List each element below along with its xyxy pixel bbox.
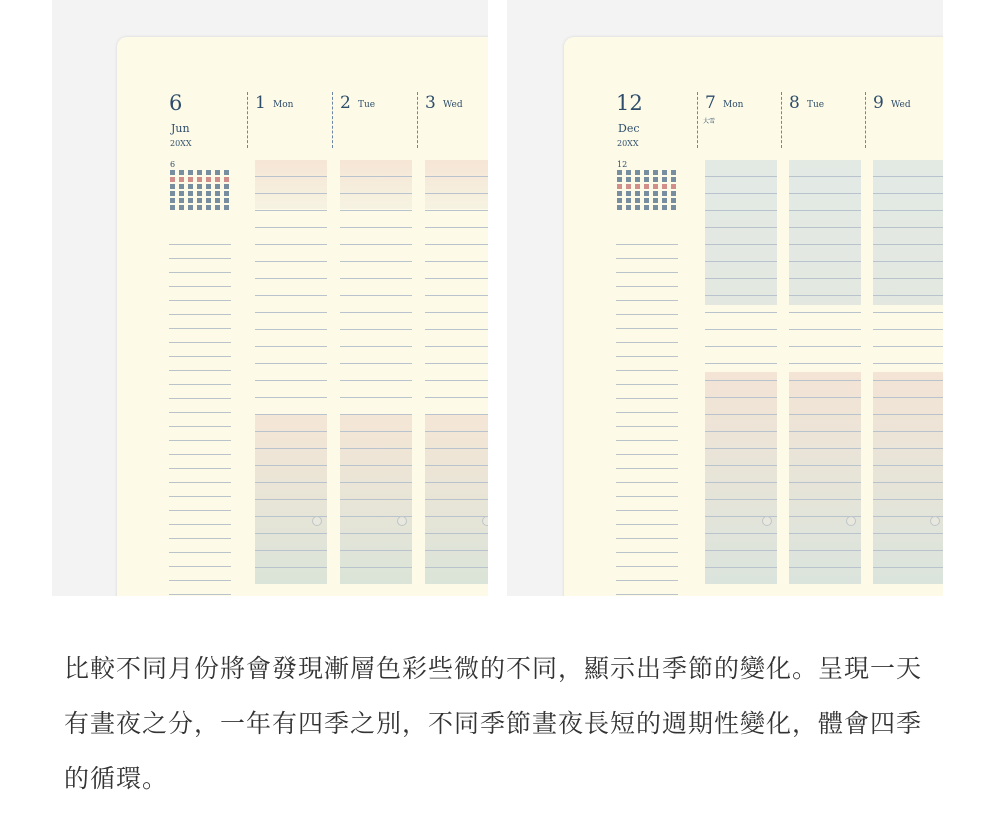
moon-icon [312, 516, 322, 526]
day-name: Wed [443, 100, 463, 110]
moon-icon [762, 516, 772, 526]
month-number: 12 [616, 91, 643, 115]
hour-grid [425, 160, 488, 580]
day-name: Tue [358, 100, 376, 110]
month-name: Dec [618, 122, 640, 135]
day-number: 1 [255, 93, 266, 113]
day-number: 9 [873, 93, 884, 113]
planner-photo-june [52, 0, 488, 596]
notes-lines [169, 231, 231, 596]
mini-calendar-month: 6 [170, 160, 176, 169]
moon-icon [482, 516, 488, 526]
day-column [697, 92, 777, 596]
day-column [332, 92, 412, 596]
day-column [417, 92, 488, 596]
day-number: 2 [340, 93, 351, 113]
day-name: Mon [273, 100, 294, 110]
day-number: 3 [425, 93, 436, 113]
day-name: Mon [723, 100, 744, 110]
moon-icon [846, 516, 856, 526]
day-name: Tue [807, 100, 825, 110]
caption-text: 比較不同月份將會發現漸層色彩些微的不同，顯示出季節的變化。呈現一天有晝夜之分，一年有四季之別，不同季節晝夜長短的週期性變化，體會四季的循環。 [64, 654, 923, 793]
year-label: 20XX [170, 139, 192, 148]
day-column [865, 92, 943, 596]
solar-term-label: 大雪 [703, 118, 716, 125]
moon-icon [930, 516, 940, 526]
day-column [247, 92, 327, 596]
planner-page [564, 37, 943, 596]
mini-calendar-month: 12 [617, 160, 628, 169]
day-number: 8 [789, 93, 800, 113]
notes-lines [616, 231, 678, 596]
day-name: Wed [891, 100, 911, 110]
day-column [781, 92, 861, 596]
planner-photo-december [507, 0, 943, 596]
month-name: Jun [171, 122, 190, 135]
mini-calendar [170, 170, 232, 212]
month-number: 6 [169, 91, 183, 115]
moon-icon [397, 516, 407, 526]
day-number: 7 [705, 93, 716, 113]
mini-calendar [617, 170, 679, 212]
planner-page [117, 37, 488, 596]
year-label: 20XX [617, 139, 639, 148]
